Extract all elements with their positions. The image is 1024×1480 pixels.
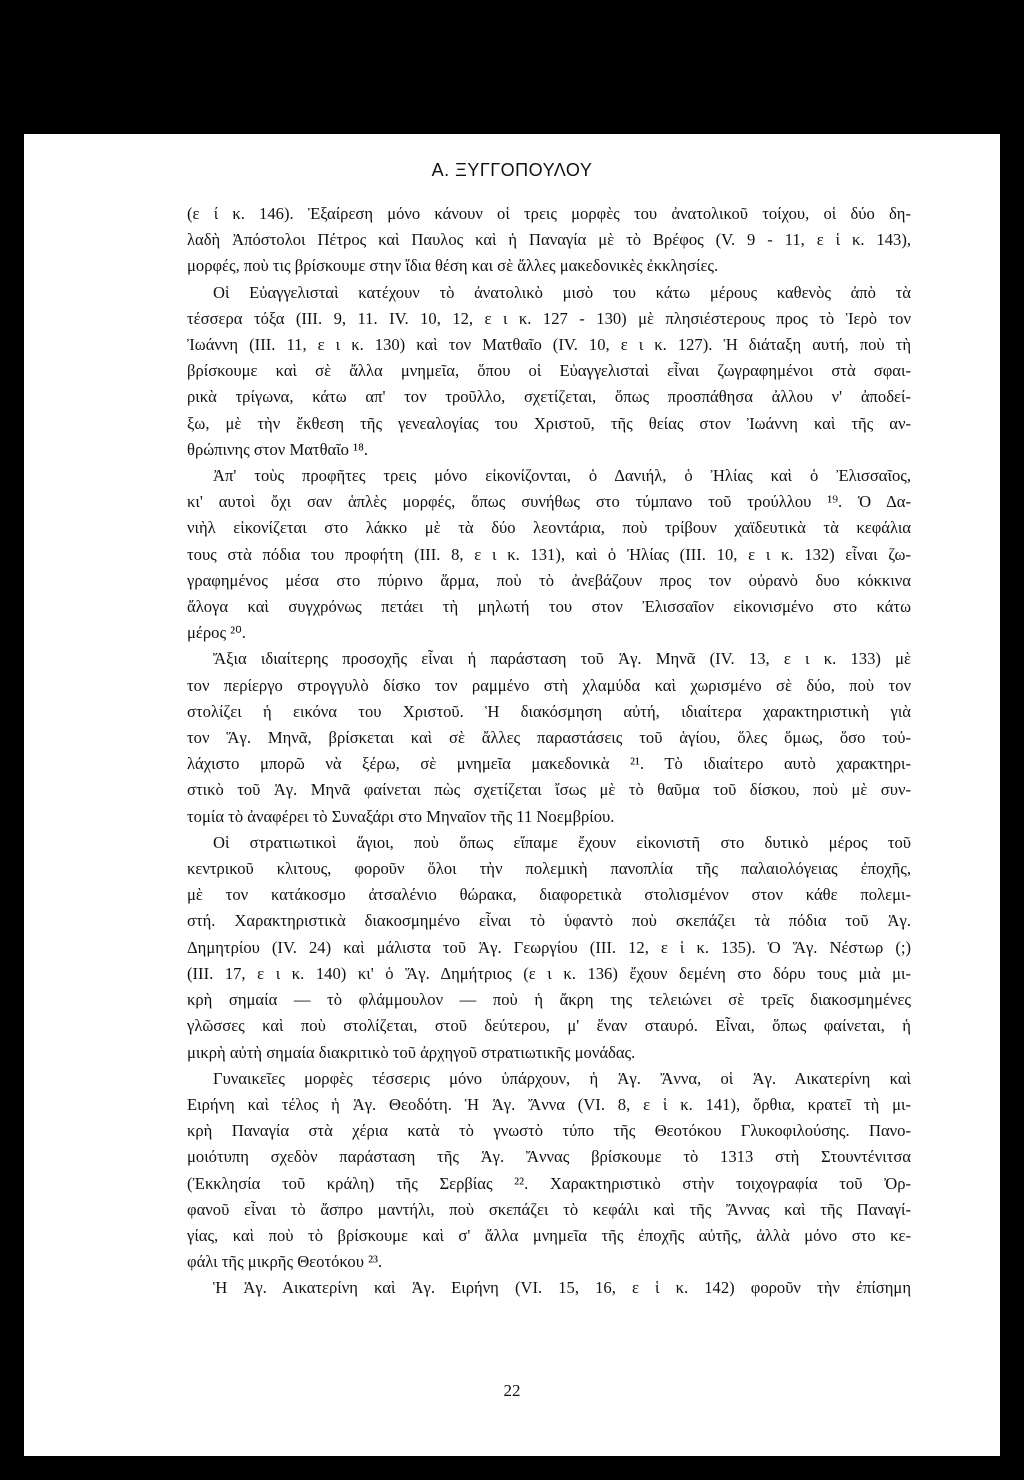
text-line: μὲ τον κατάκοσμο ἀτσαλένιο θώρακα, διαφορετικὰ στολισμένον στον κάθε πολεμι- <box>187 885 911 905</box>
text-line: Ἡ Ἁγ. Αικατερίνη καὶ Ἁγ. Ειρήνη (VI. 15, 16, ε ἱ κ. 142) φοροῦν τὴν ἐπίσημη <box>213 1278 911 1298</box>
text-line: νιὴλ εἰκονίζεται στο λάκκο μὲ τὰ δύο λεοντάρια, ποὺ τρίβουν χαϊδευτικὰ τὰ κεφάλια <box>187 518 911 538</box>
text-line: τέσσερα τόξα (ΙΙΙ. 9, 11. IV. 10, 12, ε ι κ. 127 - 130) μὲ πλησιέστερους προς τὸ Ἱερὸ τον <box>187 308 911 328</box>
text-line: ξω, μὲ τὴν ἔκθεση τῆς γενεαλογίας του Χριστοῦ, τῆς θείας στον Ἰωάννη καὶ τῆς αν- <box>187 413 911 433</box>
text-line: στή. Χαρακτηριστικὰ διακοσμημένο εἶναι τὸ ὑφαντὸ ποὺ σκεπάζει τὰ πόδια τοῦ Ἁγ. <box>187 911 911 931</box>
text-line: τομία τὸ ἀναφέρει τὸ Συναξάρι στο Μηναῖον τῆς 11 Νοεμβρίου. <box>187 806 615 826</box>
text-line: λάχιστο μπορῶ νὰ ξέρω, σὲ μνημεῖα μακεδονικὰ ²¹. Τὸ ιδιαίτερο αυτὸ χαρακτηρι- <box>187 754 911 774</box>
text-line: κρὴ Παναγία στὰ χέρια κατὰ τὸ γνωστὸ τύπο τῆς Θεοτόκου Γλυκοφιλούσης. Πανο- <box>187 1121 911 1141</box>
text-line: κι' αυτοὶ ὄχι σαν ἁπλὲς μορφές, ὅπως συνήθως στο τύμπανο τοῦ τρούλλου ¹⁹. Ὁ Δα- <box>187 492 911 512</box>
text-line: τον Ἅγ. Μηνᾶ, βρίσκεται καὶ σὲ ἄλλες παραστάσεις τοῦ ἁγίου, ὅλες ὅμως, ὅσο τοὐ- <box>187 728 911 748</box>
text-line: μέρος ²⁰. <box>187 623 246 643</box>
text-line: στολίζει ἡ εικόνα του Χριστοῦ. Ἡ διακόσμηση αὐτή, ιδιαίτερα χαρακτηριστικὴ γιὰ <box>187 701 911 721</box>
text-line: γραφημένος μέσα στο πύρινο ἅρμα, ποὺ τὸ ἀνεβάζουν προς τον οὐρανὸ δυο κόκκινα <box>187 570 911 590</box>
text-line: τον περίεργο στρογγυλὸ δίσκο τον ραμμένο στὴ χλαμύδα καὶ χωρισμένο σὲ δύο, ποὺ τον <box>187 675 911 695</box>
text-line: θρώπινης στον Ματθαῖο ¹⁸. <box>187 439 369 459</box>
text-line: ρικὰ τρίγωνα, κάτω απ' τον τροῦλλο, σχετίζεται, ὅπως προσπάθησα ἀλλου ν' ἀποδεί- <box>187 387 911 407</box>
text-line: στικὸ τοῦ Ἁγ. Μηνᾶ φαίνεται πὼς σχετίζεται ἴσως μὲ τὸ θαῦμα τοῦ δίσκου, ποὺ μὲ συν- <box>187 780 911 800</box>
text-line: βρίσκουμε καὶ σὲ ἄλλα μνημεῖα, ὅπου οἱ Εὐαγγελισταὶ εἶναι ζωγραφημένοι στὰ σφαι- <box>187 361 911 381</box>
text-line: Γυναικεῖες μορφὲς τέσσερις μόνο ὑπάρχουν, ἡ Ἁγ. Ἄννα, οἱ Ἁγ. Αικατερίνη καὶ <box>213 1068 911 1088</box>
text-line: Ἰωάννη (ΙΙΙ. 11, ε ι κ. 130) καὶ τον Ματθαῖο (IV. 10, ε ι κ. 127). Ἡ διάταξη αυτή, ποὺ τὴ <box>187 335 911 355</box>
text-line: Ἄξια ιδιαίτερης προσοχῆς εἶναι ἡ παράσταση τοῦ Ἁγ. Μηνᾶ (IV. 13, ε ι κ. 133) μὲ <box>213 649 911 669</box>
text-line: φανοῦ εἶναι τὸ ἄσπρο μαντήλι, ποὺ σκεπάζει τὸ κεφάλι καὶ τῆς Ἄννας καὶ τῆς Παναγί- <box>187 1199 911 1219</box>
body-text <box>187 201 911 1302</box>
text-line: Οἱ Εὐαγγελισταὶ κατέχουν τὸ ἀνατολικὸ μισὸ του κάτω μέρους καθενὸς ἀπὸ τὰ <box>213 282 911 302</box>
text-line: Οἱ στρατιωτικοὶ ἅγιοι, ποὺ ὅπως εἴπαμε ἔχουν εἰκονιστῆ στο δυτικὸ μέρος τοῦ <box>213 832 911 852</box>
text-line: γίας, καὶ ποὺ τὸ βρίσκουμε καὶ σ' ἄλλα μνημεῖα τῆς ἐποχῆς αὐτῆς, ἀλλὰ μόνο στο κε- <box>187 1225 911 1245</box>
text-line: φάλι τῆς μικρῆς Θεοτόκου ²³. <box>187 1252 383 1272</box>
running-header: Α. ΞΥΓΓΟΠΟΥΛΟΥ <box>431 160 593 180</box>
text-line: μορφές, ποὺ τις βρίσκουμε στην ἴδια θέση και σὲ ἄλλες μακεδονικὲς ἐκκλησίες. <box>187 256 719 276</box>
text-line: Δημητρίου (IV. 24) καὶ μάλιστα τοῦ Ἁγ. Γεωργίου (ΙΙΙ. 12, ε ἱ κ. 135). Ὁ Ἅγ. Νέστωρ (;) <box>187 937 911 957</box>
text-line: λαδὴ Ἀπόστολοι Πέτρος καὶ Παυλος καὶ ἡ Παναγία μὲ τὸ Βρέφος (V. 9 - 11, ε ἱ κ. 143), <box>187 230 911 250</box>
text-line: ἄλογα καὶ συγχρόνως πετάει τὴ μηλωτή του στον Ἐλισσαῖον εἰκονισμένο στο κάτω <box>187 597 911 617</box>
text-line: (ε ί κ. 146). Ἐξαίρεση μόνο κάνουν οἱ τρεις μορφὲς του ἀνατολικοῦ τοίχου, οἱ δύο δη- <box>187 204 911 223</box>
text-line: κεντρικοῦ κλιτους, φοροῦν ὅλοι τὴν πολεμικὴ πανοπλία τῆς παλαιολόγειας ἐποχῆς, <box>187 859 911 879</box>
text-line: Ἀπ' τοὺς προφῆτες τρεις μόνο εἰκονίζονται, ὁ Δανιήλ, ὁ Ἠλίας καὶ ὁ Ἐλισσαῖος, <box>213 466 911 486</box>
text-line: μικρὴ αὐτὴ σημαία διακριτικὸ τοῦ ἀρχηγοῦ στρατιωτικῆς μονάδας. <box>187 1042 636 1062</box>
text-line: τους στὰ πόδια του προφήτη (ΙΙΙ. 8, ε ι κ. 131), καὶ ὁ Ἠλίας (ΙΙΙ. 10, ε ι κ. 132) εἶναι ζω- <box>187 544 911 564</box>
text-line: γλῶσσες καὶ ποὺ στολίζεται, στοῦ δεύτερου, μ' ἕναν σταυρό. Εἶναι, ὅπως φαίνεται, ἡ <box>187 1016 911 1036</box>
text-line: κρὴ σημαία — τὸ φλάμμουλον — ποὺ ἡ ἄκρη της τελειώνει σὲ τρεῖς διακοσμημένες <box>187 990 911 1010</box>
page-number: 22 <box>503 1381 521 1400</box>
text-line: Ειρήνη καὶ τέλος ἡ Ἁγ. Θεοδότη. Ἡ Ἁγ. Ἄννα (VI. 8, ε ἱ κ. 141), ὄρθια, κρατεῖ τὴ μι- <box>187 1094 911 1114</box>
text-line: (ΙΙΙ. 17, ε ι κ. 140) κι' ὁ Ἅγ. Δημήτριος (ε ι κ. 136) ἔχουν δεμένη στο δόρυ τους μιὰ μι- <box>187 963 911 983</box>
text-line: μοιότυπη σχεδὸν παράσταση τῆς Ἁγ. Ἄννας βρίσκουμε τὸ 1313 στὴ Στουντένιτσα <box>187 1147 911 1167</box>
text-line: (Ἐκκλησία τοῦ κράλη) τῆς Σερβίας ²². Χαρακτηριστικὸ στὴν τοιχογραφία τοῦ Ὀρ- <box>187 1173 911 1193</box>
